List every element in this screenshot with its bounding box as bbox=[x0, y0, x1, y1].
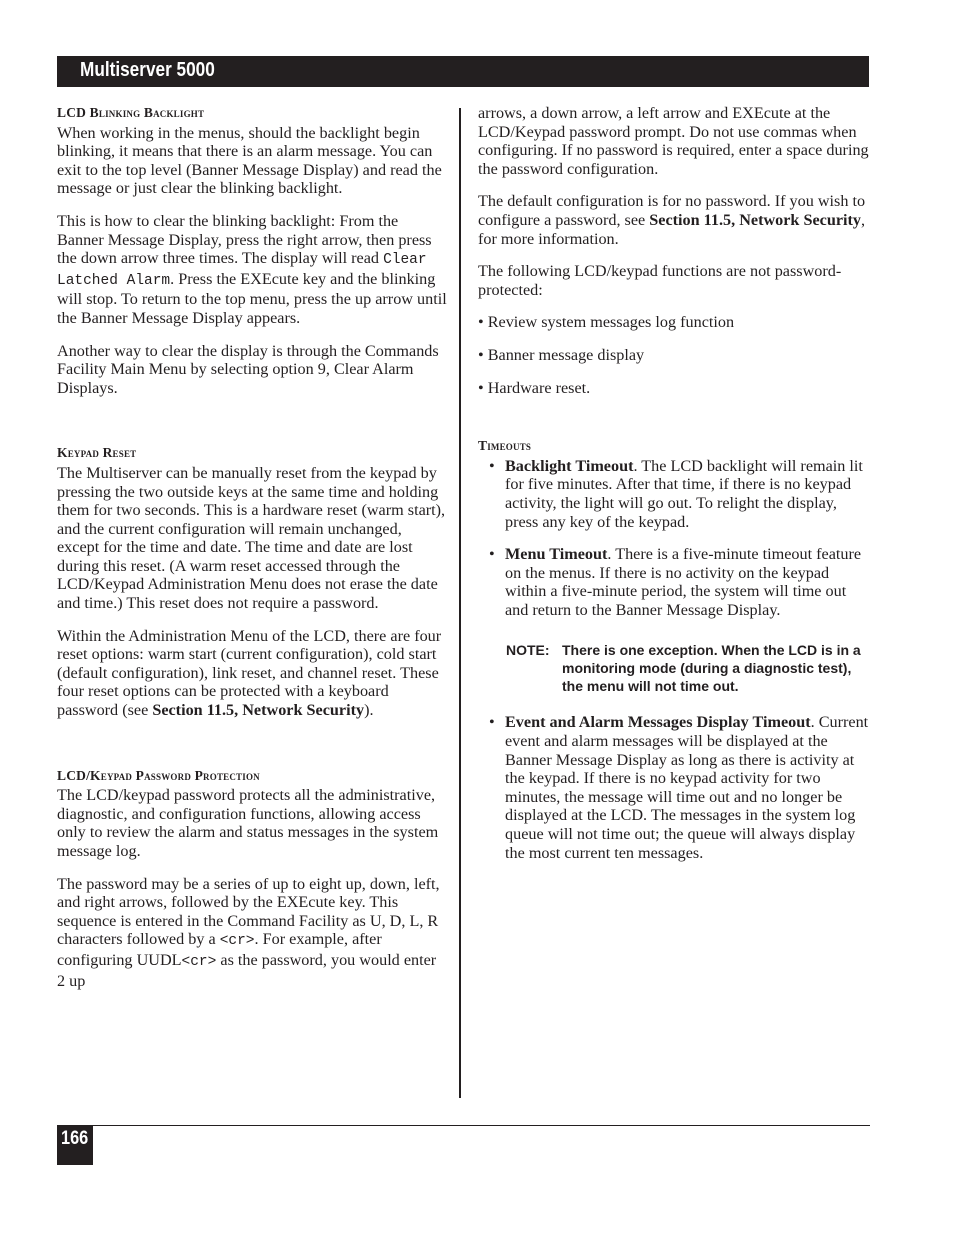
note-label: NOTE: bbox=[506, 642, 550, 659]
page-header-bar bbox=[57, 56, 869, 87]
paragraph: The password may be a series of up to eight up, down, left, and right arrows, followed by the EXEcute key. This sequence is entered in the Command Facility as U, D, L, R characters followed by a <cr>. For example, after configuring UUDL<cr> as the password, you would enter 2 up bbox=[57, 874, 440, 990]
footer-rule bbox=[93, 1125, 870, 1126]
paragraph: When working in the menus, should the backlight begin blinking, it means that there is an alarm message. You can exit to the top level (Banner Message Display) and read the message or just clear the blinking backlight. bbox=[57, 123, 442, 198]
section-heading-timeouts: Timeouts bbox=[478, 438, 532, 454]
list-item-backlight-timeout: • Backlight Timeout. The LCD backlight will remain lit for five minutes. After that time, if there is no keypad activity, the light will go out. To relight the display, press any key of the keypad. bbox=[489, 456, 863, 531]
paragraph: Another way to clear the display is through the Commands Facility Main Menu by selecting option 9, Clear Alarm Displays. bbox=[57, 341, 439, 397]
paragraph: The LCD/keypad password protects all the administrative, diagnostic, and configuration functions, allowing access only to review the alarm and status messages in the system message log. bbox=[57, 786, 439, 860]
note-text: There is one exception. When the LCD is in a monitoring mode (during a diagnostic test), the menu will not time out. bbox=[562, 642, 861, 695]
left-column bbox=[57, 104, 447, 1004]
section-reference: Section 11.5, Network Security bbox=[649, 210, 862, 229]
code-text: <cr> bbox=[181, 953, 217, 970]
page-header-title: Multiserver 5000 bbox=[80, 59, 215, 81]
code-text: Clear Latched Alarm bbox=[57, 252, 427, 289]
paragraph: The default configuration is for no password. If you wish to configure a password, see Section 11.5, Network Security, for more information. bbox=[478, 192, 866, 248]
section-reference: Section 11.5, Network Security bbox=[152, 701, 365, 720]
list-item: • Banner message display bbox=[478, 345, 645, 364]
timeouts-list bbox=[478, 457, 870, 620]
right-column bbox=[478, 104, 870, 876]
paragraph: The Multiserver can be manually reset from the keypad by pressing the two outside keys at the same time and holding them for two seconds. This is a hardware reset (warm start), and the current configuration will remain unchanged, except for the time and date. The time and date are lost during this reset. (A warm reset accessed through the LCD/Keypad Administration Menu does not erase the date and time.) This reset does not require a password. bbox=[57, 463, 446, 613]
list-item: • Hardware reset. bbox=[478, 378, 591, 397]
column-divider bbox=[459, 108, 461, 1098]
page-number: 166 bbox=[61, 1128, 89, 1149]
page-number-box bbox=[57, 1125, 93, 1165]
timeouts-list-continued bbox=[478, 713, 870, 862]
list-item: • Review system messages log function bbox=[478, 313, 735, 332]
paragraph: The following LCD/keypad functions are not password-protected: bbox=[478, 262, 842, 299]
paragraph: Within the Administration Menu of the LCD, there are four reset options: warm start (current configuration), cold start (default configuration), link reset, and channel reset. These four reset options can be protected with a keyboard password (see Section 11.5, Network Security). bbox=[57, 626, 442, 720]
paragraph: arrows, a down arrow, a left arrow and EXEcute at the LCD/Keypad password prompt. Do not use commas when configuring. If no password is required, enter a space during the password configuration. bbox=[478, 104, 869, 178]
list-item-menu-timeout: • Menu Timeout. There is a five-minute timeout feature on the menus. If there is no activity on the keypad within a five-minute period, the system will time out and return to the Banner Message Display. bbox=[489, 545, 862, 619]
bullet-icon: • bbox=[489, 713, 495, 732]
section-heading-keypad-reset: Keypad Reset bbox=[57, 445, 137, 461]
section-heading-blinking-backlight: LCD Blinking Backlight bbox=[57, 105, 205, 120]
section-heading-password-protection: LCD/Keypad Password Protection bbox=[57, 767, 260, 783]
code-text: <cr> bbox=[219, 933, 255, 950]
note-box bbox=[506, 641, 870, 695]
bullet-icon: • bbox=[489, 545, 495, 564]
paragraph: This is how to clear the blinking backlight: From the Banner Message Display, press the right arrow, then press the down arrow three times. The display will read Clear Latched Alarm. Press the EXEcute key and the blinking will stop. To return to the top menu, press the up arrow until the Banner Message Display appears. bbox=[57, 211, 447, 327]
bullet-icon: • bbox=[489, 456, 495, 475]
list-item-event-alarm-timeout: • Event and Alarm Messages Display Timeout. Current event and alarm messages will be displayed at the Banner Message Display as long as there is activity at the keypad. If there is no keypad activity for two minutes, the message will time out and no longer be displayed at the LCD. The messages in the system log queue will not time out; the queue will always display the most current ten messages. bbox=[489, 713, 869, 862]
